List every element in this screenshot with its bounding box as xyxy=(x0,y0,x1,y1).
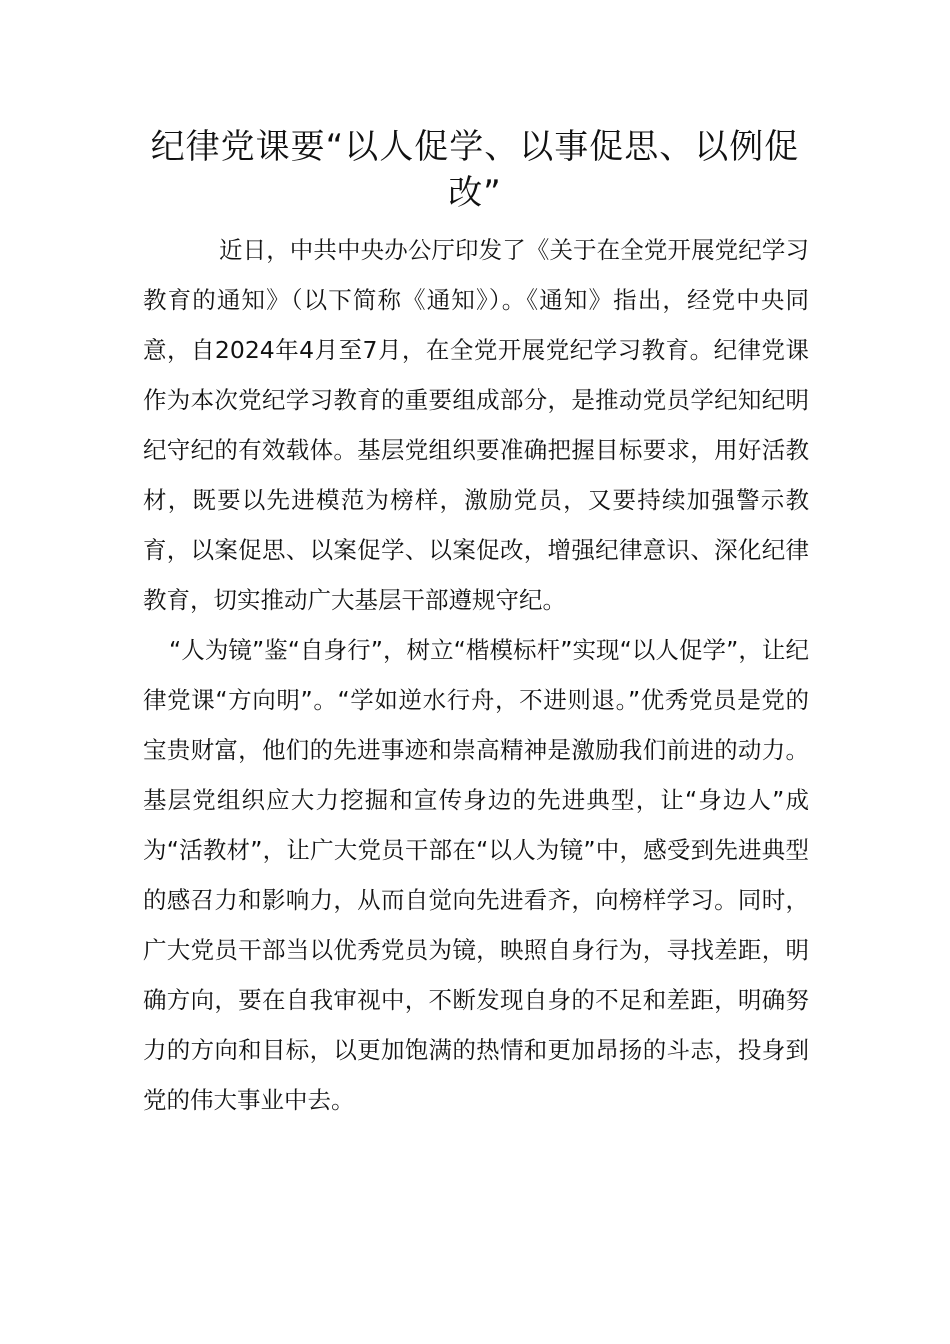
document-body xyxy=(143,225,809,1125)
document-title: 纪律党课要“以人促学、以事促思、以例促改” xyxy=(150,127,800,213)
paragraph-2: “人为镜”鉴“自身行”，树立“楷模标杆”实现“以人促学”，让纪律党课“方向明”。“学如逆水行舟，不进则退。”优秀党员是党的宝贵财富，他们的先进事迹和崇高精神是激励我们前进的动力。基层党组织应大力挖掘和宣传身边的先进典型，让“身边人”成为“活教材”，让广大党员干部在“以人为镜”中，感受到先进典型的感召力和影响力，从而自觉向先进看齐，向榜样学习。同时，广大党员干部当以优秀党员为镜，映照自身行为，寻找差距，明确方向，要在自我审视中，不断发现自身的不足和差距，明确努力的方向和目标，以更加饱满的热情和更加昂扬的斗志，投身到党的伟大事业中去。 xyxy=(143,636,809,1114)
paragraph-1: 近日，中共中央办公厅印发了《关于在全党开展党纪学习教育的通知》（以下简称《通知》）。《通知》指出，经党中央同意，自2024年4月至7月，在全党开展党纪学习教育。纪律党课作为本次党纪学习教育的重要组成部分，是推动党员学纪知纪明纪守纪的有效载体。基层党组织要准确把握目标要求，用好活教材，既要以先进模范为榜样，激励党员，又要持续加强警示教育，以案促思、以案促学、以案促改，增强纪律意识、深化纪律教育，切实推动广大基层干部遵规守纪。 xyxy=(143,236,809,614)
